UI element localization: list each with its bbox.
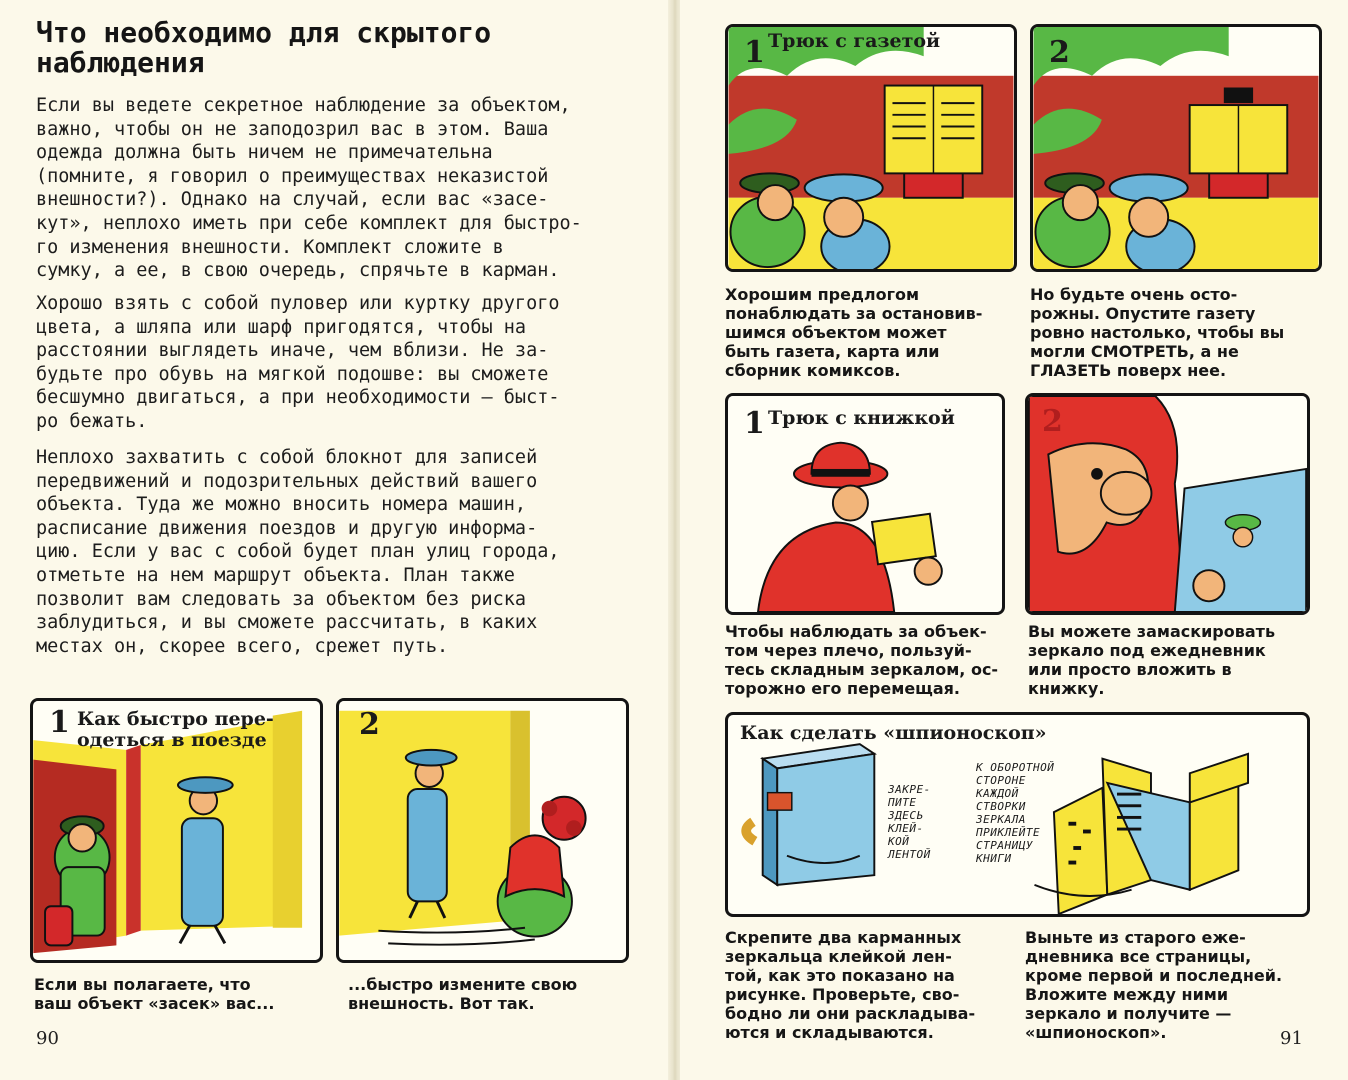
- newspaper-caption-2: Но будьте очень осто- рожны. Опустите газету ровно настолько, чтобы вы могли СМОТРЕТЬ, а не ГЛАЗЕТЬ поверх нее.: [1030, 285, 1285, 380]
- book-caption-2: Вы можете замаскировать зеркало под ежедневник или просто вложить в книжку.: [1028, 622, 1276, 698]
- spyscope-caption-1: Скрепите два карманных зеркальца клейкой лен- той, как это показано на рисунке. Проверьте, сво- бодно ли они раскладыва- ются и складываются.: [725, 928, 976, 1042]
- book-panel-2: [1025, 393, 1310, 615]
- page-number-left: 90: [36, 1028, 59, 1049]
- train-caption-1: Если вы полагаете, что ваш объект «засек» вас...: [34, 975, 275, 1013]
- page-title: Что необходимо для скрытого наблюдения: [36, 16, 492, 79]
- train-panel-2-illustration: [339, 701, 626, 960]
- newspaper-panel-1-illustration: [728, 27, 1014, 269]
- train-panel-1: [30, 698, 323, 963]
- left-page: [0, 0, 668, 1080]
- spyscope-caption-2: Выньте из старого еже- дневника все страницы, кроме первой и последней. Вложите между ними зеркало и получите — «шпионоскоп».: [1025, 928, 1283, 1042]
- paragraph-2: Хорошо взять с собой пуловер или куртку другого цвета, а шляпа или шарф пригодятся, чтобы на расстоянии выглядеть иначе, чем вблизи. Не за- будьте про обувь на мягкой подошве: вы сможете бесшумно двигаться, а при необходимости — быст- ро бежать.: [36, 293, 560, 432]
- panel-number: 1: [744, 406, 765, 441]
- book-panel-2-illustration: [1028, 396, 1307, 612]
- page-number-right: 91: [1280, 1028, 1303, 1049]
- spyscope-panel: [725, 712, 1310, 917]
- panel-number: 2: [1049, 35, 1070, 70]
- newspaper-panel-1: [725, 24, 1017, 272]
- panel-number: 1: [49, 705, 70, 740]
- panel-heading: Как сделать «шпионоскоп»: [740, 722, 1047, 744]
- newspaper-panel-2-illustration: [1033, 27, 1319, 269]
- tape-instruction-label: ЗАКРЕ- ПИТЕ ЗДЕСЬ КЛЕЙ- КОЙ ЛЕНТОЙ: [888, 783, 931, 861]
- panel-number: 2: [1042, 404, 1063, 439]
- panel-number: 1: [744, 35, 765, 70]
- paragraph-3: Неплохо захватить с собой блокнот для записей передвижений и подозрительных действий вашего объекта. Туда же можно вносить номера машин, расписание движения поездов и другую информа- цию. Если у вас с собой будет план улиц города, отметьте на нем маршрут объекта. План также позволит вам следовать за объектом без риска заблудиться, и вы сможете рассчитать, в каких местах он, скорее всего, срежет путь.: [36, 447, 560, 657]
- right-page: [680, 0, 1348, 1080]
- paragraph-1: Если вы ведете секретное наблюдение за объектом, важно, чтобы он не заподозрил вас в этом. Ваша одежда должна быть ничем не примечательна (помните, я говорил о преимуществах неказистой внешности?). Однако на случай, если вас «засе- кут», неплохо иметь при себе комплект для быстро- го изменения внешности. Комплект сложите в сумку, а ее, в свою очередь, спрячьте в карман.: [36, 95, 582, 282]
- panel-number: 2: [359, 707, 380, 742]
- panel-heading: Трюк с газетой: [768, 30, 941, 52]
- newspaper-caption-1: Хорошим предлогом понаблюдать за остановив- шимся объектом может быть газета, карта или сборник комиксов.: [725, 285, 983, 380]
- book-panel-1: [725, 393, 1005, 615]
- newspaper-panel-2: [1030, 24, 1322, 272]
- panel-heading: Трюк с книжкой: [768, 407, 955, 429]
- panel-heading: Как быстро пере- одеться в поезде: [77, 708, 274, 751]
- train-caption-2: ...быстро измените свою внешность. Вот так.: [348, 975, 578, 1013]
- train-panel-2: [336, 698, 629, 963]
- book-caption-1: Чтобы наблюдать за объек- том через плечо, пользуй- тесь складным зеркалом, ос- торожно его перемещая.: [725, 622, 999, 698]
- page-instruction-label: К ОБОРОТНОЙ СТОРОНЕ КАЖДОЙ СТВОРКИ ЗЕРКАЛА ПРИКЛЕЙТЕ СТРАНИЦУ КНИГИ: [976, 761, 1055, 865]
